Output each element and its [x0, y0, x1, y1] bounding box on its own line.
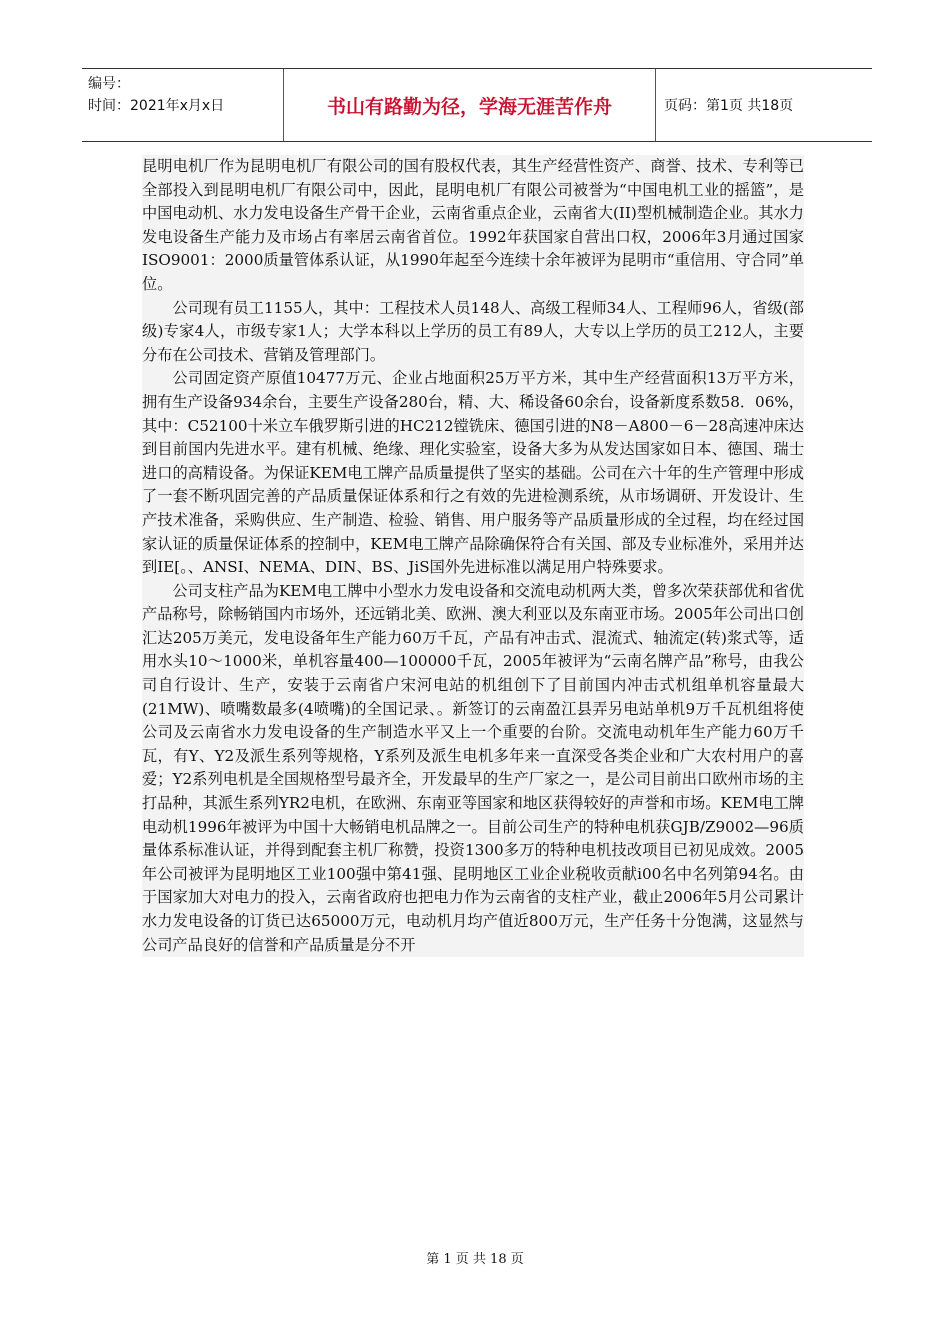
paragraph-products: 公司支柱产品为KEM电工牌中小型水力发电设备和交流电动机两大类，曾多次荣获部优和省优产品称号，除畅销国内市场外，还远销北美、欧洲、澳大利亚以及东南亚市场。2005年公司出口创汇达205万美元，发电设备年生产能力60万千瓦，产品有冲击式、混流式、轴流定(转)浆式等，适用水头10～1000米，单机容量400—100000千瓦，2005年被评为“云南名牌产品”称号，由我公司自行设计、生产，安装于云南省户宋河电站的机组创下了目前国内冲击式机组单机容量最大(21MW)、喷嘴数最多(4喷嘴)的全国记录、。新签订的云南盈江县弄另电站单机9万千瓦机组将使公司及云南省水力发电设备的生产制造水平又上一个重要的台阶。交流电动机年生产能力60万千瓦，有Y、Y2及派生系列等规格，Y系列及派生电机多年来一直深受各类企业和广大农村用户的喜爱；Y2系列电机是全国规格型号最齐全，开发最早的生产厂家之一，是公司目前出口欧州市场的主打品种，其派生系列YR2电机，在欧洲、东南亚等国家和地区获得较好的声誉和市场。KEM电工牌电动机1996年被评为中国十大畅销电机品牌之一。目前公司生产的特种电机获GJB/Z9002—96质量体系标准认证，并得到配套主机厂称赞，投资1300多万的特种电机技改项目已初见成效。2005年公司被评为昆明地区工业100强中第41强、昆明地区工业企业税收贡献i00名中名列第94名。由于国家加大对电力的投入，云南省政府也把电力作为云南省的支柱产业，截止2006年5月公司累计水力发电设备的订货已达65000万元，电动机月均产值近800万元，生产任务十分饱满，这显然与公司产品良好的信誉和产品质量是分不开 — [142, 581, 804, 954]
page-header — [82, 68, 872, 142]
document-time-label: 时间：2021年x月x日 — [88, 98, 225, 114]
header-slogan: 书山有路勤为径，学海无涯苦作舟 — [284, 69, 656, 141]
header-page-info: 页码：第1页 共18页 — [664, 98, 794, 114]
paragraph-assets: 公司固定资产原值10477万元、企业占地面积25万平方米，其中生产经营面积13万平方米，拥有生产设备934余台，主要生产设备280台，精、大、稀设备60余台，设备新度系数58．06%，其中：C52100十米立车俄罗斯引进的HC212镗铣床、德国引进的N8－A800－6－28高速冲床达到目前国内先进水平。建有机械、绝缘、理化实验室，设备大多为从发达国家如日本、德国、瑞士进口的高精设备。为保证KEM电工牌产品质量提供了坚实的基础。公司在六十年的生产管理中形成了一套不断巩固完善的产品质量保证体系和行之有效的先进检测系统，从市场调研、开发设计、生产技术准备，采购供应、生产制造、检验、销售、用户服务等产品质量形成的全过程，均在经过国家认证的质量保证体系的控制中，KEM电工牌产品除确保符合有关国、部及专业标准外，采用并达到IE[。、ANSI、NEMA、DIN、BS、JiS国外先进标准以满足用户特殊要求。 — [142, 369, 804, 577]
paragraph-staff: 公司现有员工1155人，其中：工程技术人员148人、高级工程师34人、工程师96人，省级(部级)专家4人，市级专家1人；大学本科以上学历的员工有89人，大专以上学历的员工212人，主要分布在公司技术、营销及管理部门。 — [142, 298, 804, 364]
header-meta — [82, 69, 284, 141]
paragraph-intro: 昆明电机厂作为昆明电机厂有限公司的国有股权代表，其生产经营性资产、商誉、技术、专利等已全部投入到昆明电机厂有限公司中，因此，昆明电机厂有限公司被誉为“中国电机工业的摇篮”，是中国电动机、水力发电设备生产骨干企业，云南省重点企业，云南省大(II)型机械制造企业。其水力发电设备生产能力及市场占有率居云南省首位。1992年获国家自营出口权，2006年3月通过国家ISO9001：2000质量管体系认证，从1990年起至今连续十余年被评为昆明市“重信用、守合同”单位。 — [142, 157, 804, 293]
page-footer: 第 1 页 共 18 页 — [426, 1252, 524, 1267]
document-body — [142, 155, 804, 957]
document-number-label: 编号： — [88, 76, 130, 92]
